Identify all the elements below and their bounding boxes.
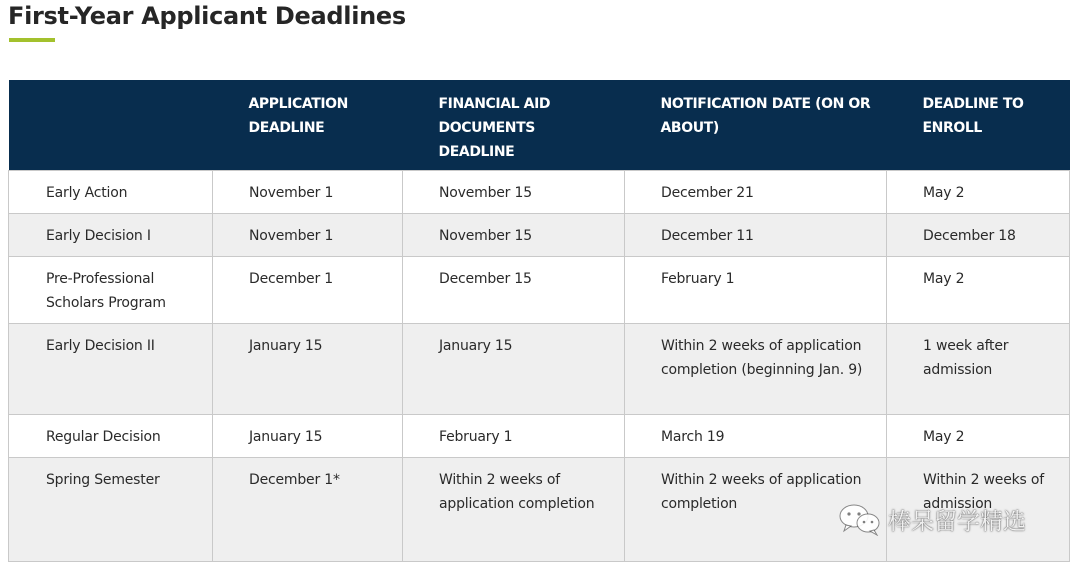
notification-date-cell: Within 2 weeks of application completion (beginning Jan. 9) [625, 323, 887, 414]
watermark [838, 502, 1026, 536]
table-row [9, 256, 1070, 323]
application-deadline-cell: December 1* [213, 457, 403, 561]
financial-aid-cell: November 15 [403, 170, 625, 213]
notification-date-cell: December 21 [625, 170, 887, 213]
financial-aid-cell: December 15 [403, 256, 625, 323]
notification-date-cell: December 11 [625, 213, 887, 256]
header-cell-empty [9, 80, 213, 170]
enroll-deadline-cell: December 18 [887, 213, 1070, 256]
table-row [9, 170, 1070, 213]
row-label: Early Decision II [9, 323, 213, 414]
enroll-deadline-cell: May 2 [887, 256, 1070, 323]
notification-date-cell: March 19 [625, 414, 887, 457]
header-financial-aid-deadline: FINANCIAL AID DOCUMENTS DEADLINE [438, 96, 551, 160]
watermark-text: 棒呆留学精选 [888, 508, 1026, 535]
row-label: Spring Semester [9, 457, 213, 561]
row-label: Early Decision I [9, 213, 213, 256]
notification-date-cell: February 1 [625, 256, 887, 323]
row-label: Regular Decision [9, 414, 213, 457]
header-notification-date: NOTIFICATION DATE (ON OR ABOUT) [660, 96, 871, 136]
application-deadline-cell: December 1 [213, 256, 403, 323]
financial-aid-cell: November 15 [403, 213, 625, 256]
table-row [9, 414, 1070, 457]
financial-aid-cell: February 1 [403, 414, 625, 457]
enroll-deadline-cell: May 2 [887, 170, 1070, 213]
enroll-deadline-cell: 1 week after admission [887, 323, 1070, 414]
wechat-icon [838, 502, 882, 536]
financial-aid-cell: Within 2 weeks of application completion [403, 457, 625, 561]
header-row [9, 80, 1070, 170]
enroll-deadline-cell: May 2 [887, 414, 1070, 457]
page-title: First-Year Applicant Deadlines [8, 2, 406, 30]
table-row [9, 213, 1070, 256]
table-row [9, 323, 1070, 414]
notification-date-cell: Within 2 weeks of application completion [625, 457, 887, 561]
header-deadline-to-enroll: DEADLINE TO ENROLL [922, 96, 1024, 136]
application-deadline-cell: January 15 [213, 414, 403, 457]
row-label: Pre-Professional Scholars Program [9, 256, 213, 323]
application-deadline-cell: November 1 [213, 213, 403, 256]
financial-aid-cell: January 15 [403, 323, 625, 414]
enroll-deadline-cell: Within 2 weeks of admission [887, 457, 1070, 561]
application-deadline-cell: November 1 [213, 170, 403, 213]
deadlines-table [8, 80, 1070, 562]
application-deadline-cell: January 15 [213, 323, 403, 414]
table-header [9, 80, 1070, 170]
title-accent-bar [9, 38, 55, 42]
row-label: Early Action [9, 170, 213, 213]
header-application-deadline: APPLICATION DEADLINE [248, 96, 348, 136]
